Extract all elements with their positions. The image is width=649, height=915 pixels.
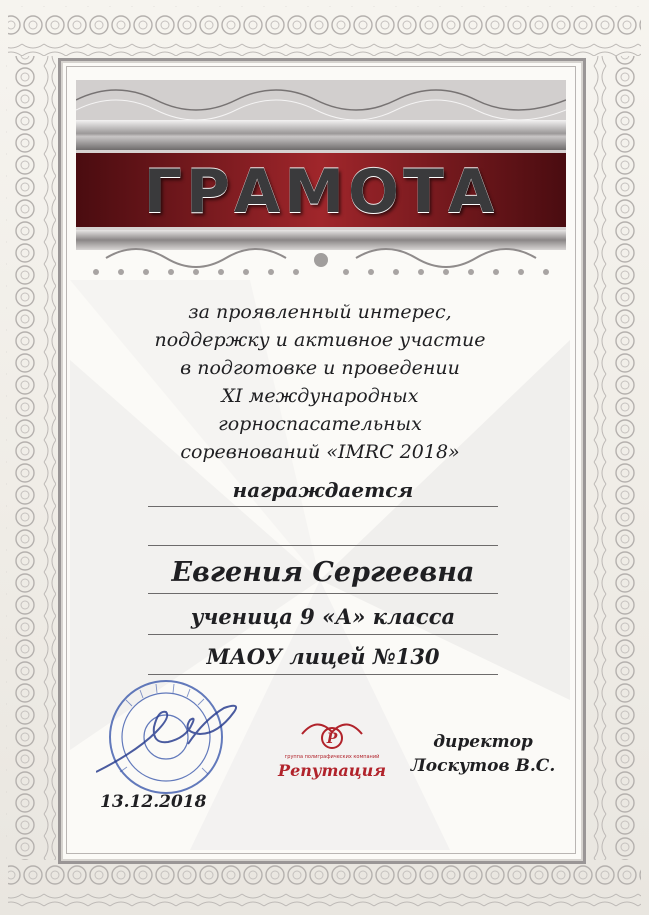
- citation-line: XI международных: [221, 385, 419, 407]
- citation-line: в подготовке и проведении: [180, 357, 460, 379]
- reputation-logo: [272, 712, 392, 787]
- recipient-grade: ученица 9 «А» класса: [148, 600, 498, 635]
- director-name: Лоскутов В.С.: [410, 756, 556, 776]
- citation-text: [100, 298, 540, 466]
- blank-line: [148, 545, 498, 546]
- logo-tagline: группа полиграфических компаний: [284, 754, 380, 760]
- svg-text:Р: Р: [326, 731, 338, 747]
- certificate-title: ГРАМОТА: [143, 157, 499, 227]
- recipient-name: Евгения Сергеевна: [148, 553, 498, 594]
- citation-line: поддержку и активное участие: [154, 329, 486, 351]
- director-title: директор: [433, 732, 533, 752]
- issue-date: 13.12.2018: [100, 792, 207, 812]
- official-stamp: [96, 672, 246, 802]
- director-block: [398, 730, 568, 778]
- citation-line: горноспасательных: [218, 413, 422, 435]
- citation-line: соревнований «IMRC 2018»: [180, 441, 460, 463]
- school-name: МАОУ лицей №130: [148, 640, 498, 675]
- citation-line: за проявленный интерес,: [188, 301, 452, 323]
- logo-name: Репутация: [278, 761, 386, 780]
- awarded-label: награждается: [148, 474, 498, 507]
